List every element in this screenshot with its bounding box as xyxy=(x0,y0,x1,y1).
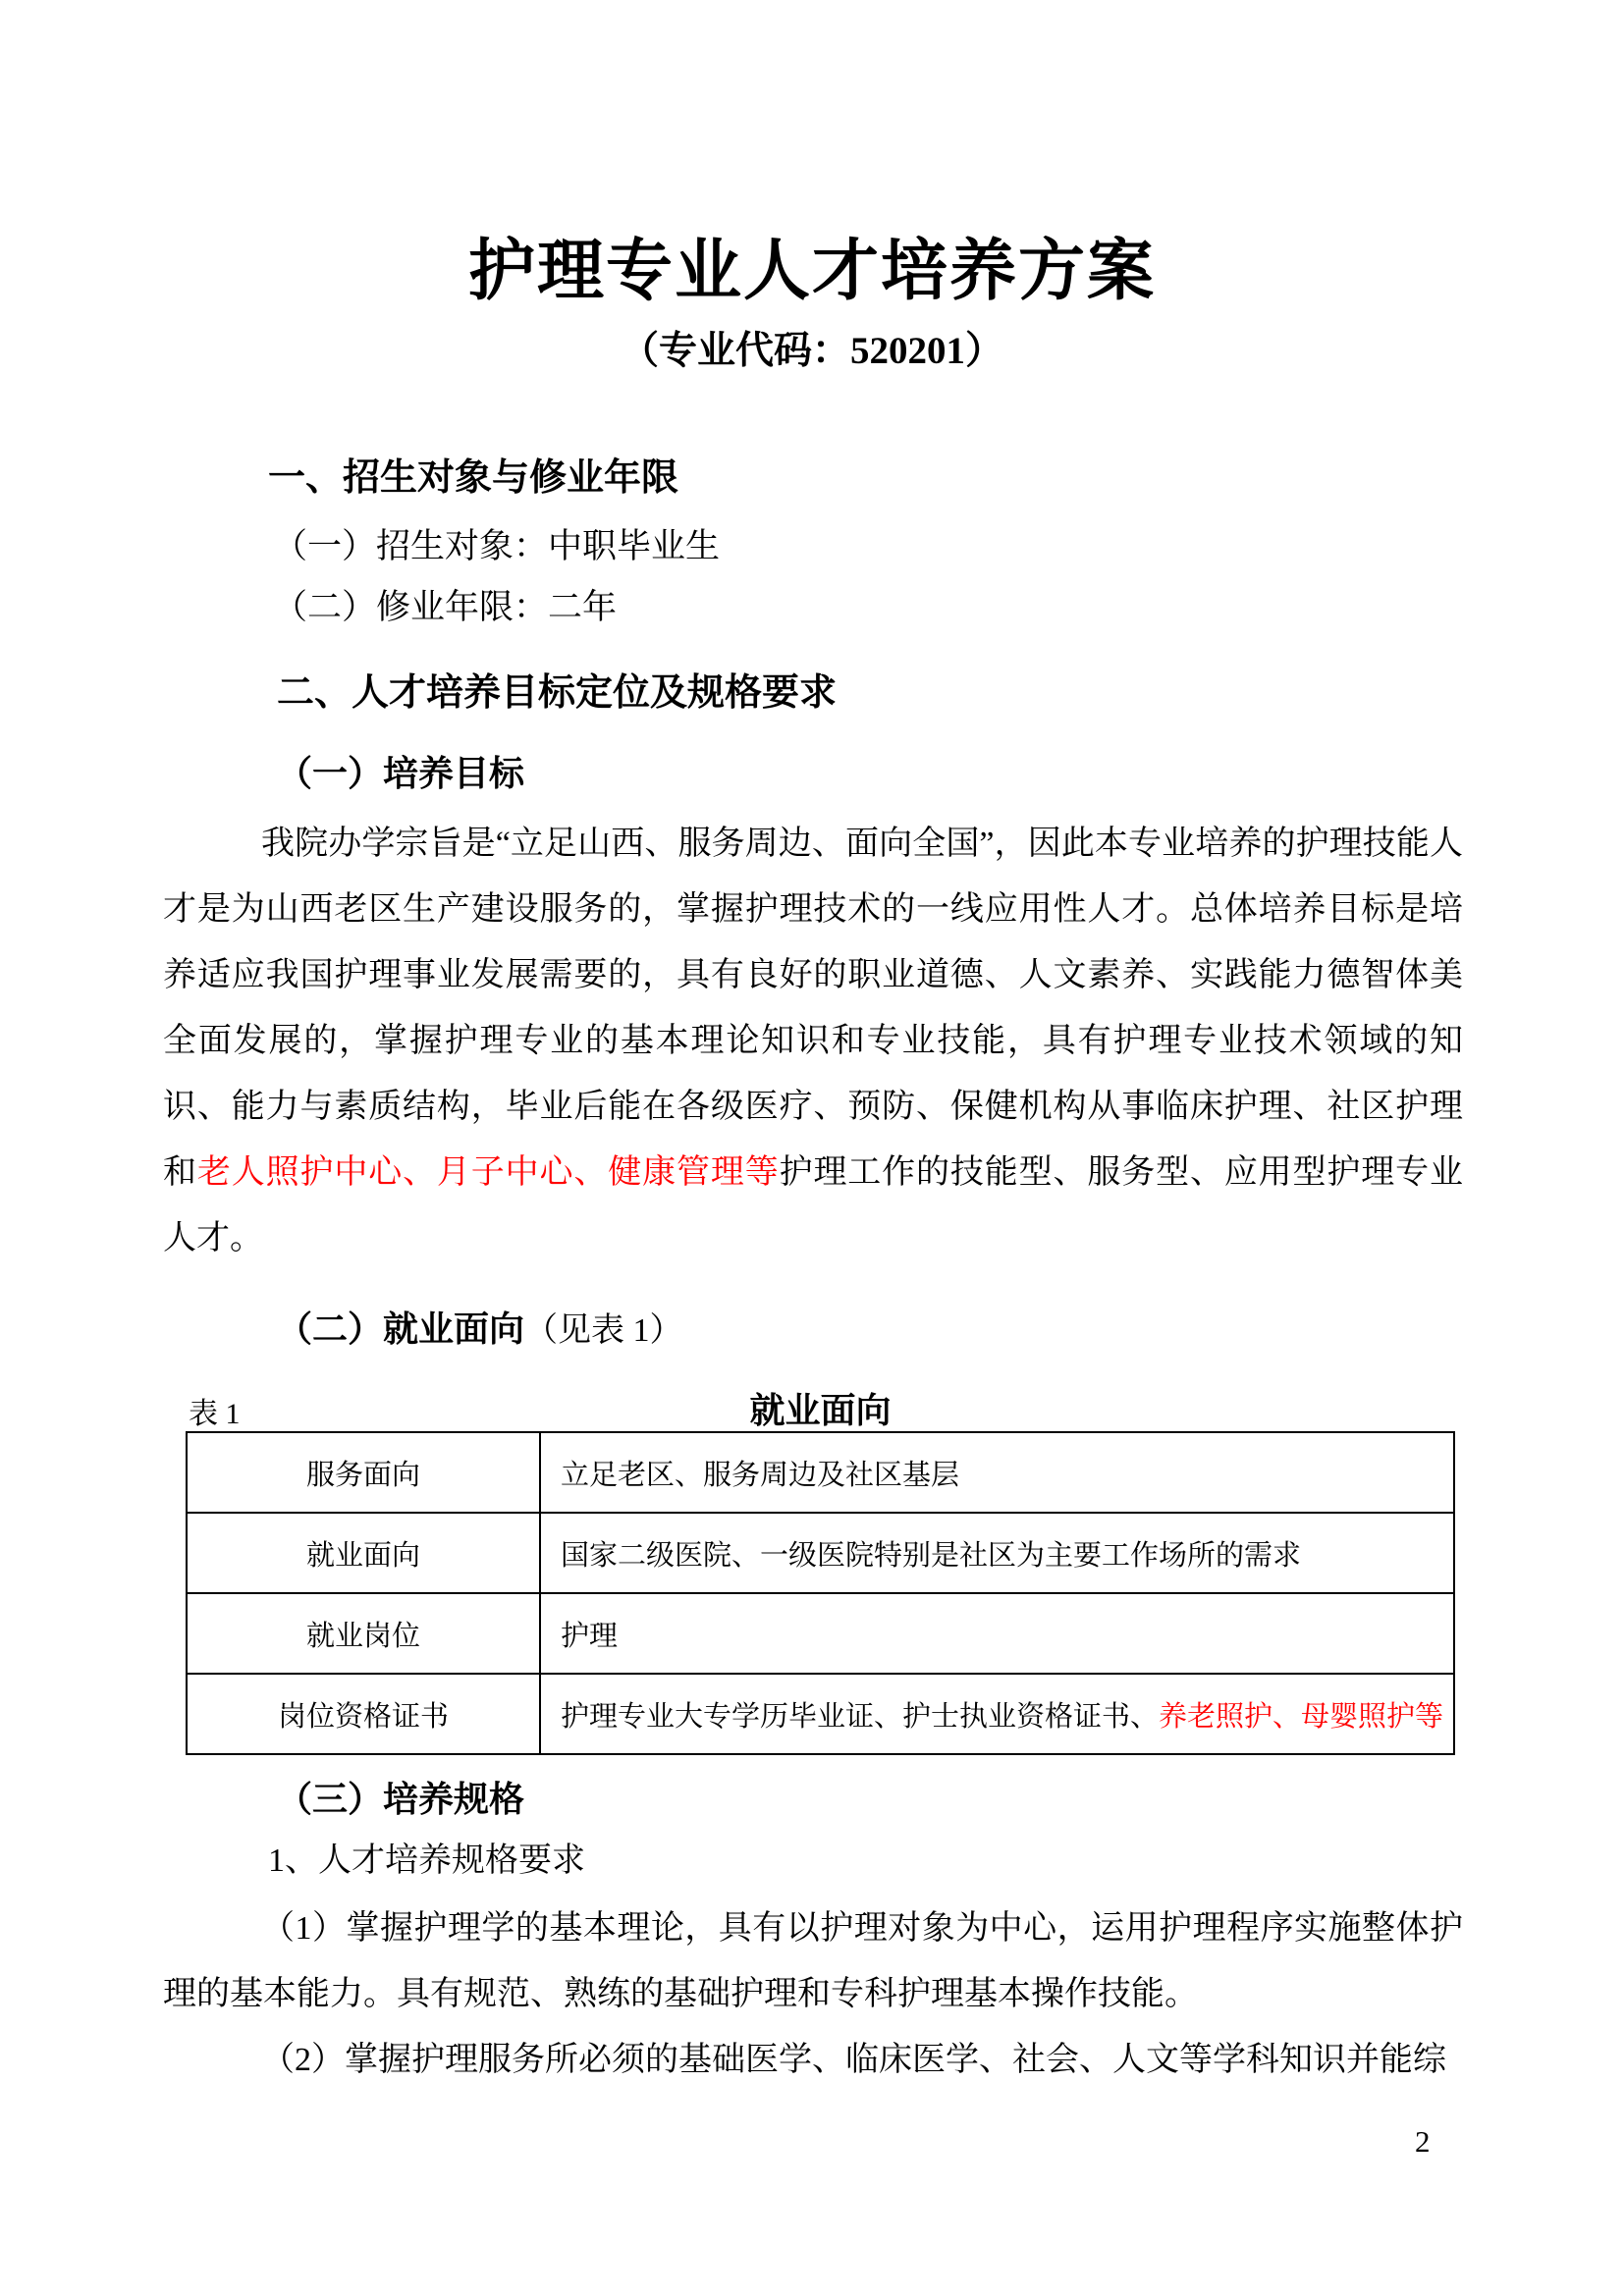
row-content xyxy=(540,1432,1454,1513)
objective-text-highlight: 老人照护中心、月子中心、健康管理等 xyxy=(196,1154,780,1191)
spec-paragraph-2: （2）掌握护理服务所必须的基础医学、临床医学、社会、人文等学科知识并能综 xyxy=(261,2042,1446,2078)
table-title: 就业面向 xyxy=(749,1391,892,1430)
table-label: 表 1 xyxy=(189,1398,241,1430)
row-content-highlight: 养老照护、母婴照护等 xyxy=(1159,1700,1444,1733)
page-number: 2 xyxy=(1415,2124,1431,2159)
section1-heading: 一、招生对象与修业年限 xyxy=(268,457,679,499)
subsection-heading-training-objective: （一）培养目标 xyxy=(277,754,525,793)
section2-heading: 二、人才培养目标定位及规格要求 xyxy=(277,672,838,714)
table-row-certificates xyxy=(187,1674,1454,1754)
row-content-text: 立足老区、服务周边及社区基层 xyxy=(561,1459,960,1491)
employment-table xyxy=(186,1431,1455,1755)
table-row-service-orientation xyxy=(187,1432,1454,1513)
row-header: 就业岗位 xyxy=(187,1593,540,1674)
subsection-heading-training-specs: （三）培养规格 xyxy=(277,1780,525,1819)
row-content-text: 护理 xyxy=(561,1620,619,1652)
row-header: 就业面向 xyxy=(187,1513,540,1593)
row-header: 服务面向 xyxy=(187,1432,540,1513)
specs-item-title: 1、人才培养规格要求 xyxy=(268,1842,585,1879)
row-content xyxy=(540,1513,1454,1593)
employment-heading-text: （二）就业面向 xyxy=(277,1309,525,1349)
subsection-heading-employment xyxy=(277,1305,683,1356)
spec-paragraph-1: （1）掌握护理学的基本理论，具有以护理对象为中心，运用护理程序实施整体护理的基本能力。具有规范、熟练的基础护理和专科护理基本操作技能。 xyxy=(163,1910,1463,2012)
row-content xyxy=(540,1593,1454,1674)
training-objective-paragraph xyxy=(163,811,1463,1271)
section1-item-enrollment-target: （一）招生对象：中职毕业生 xyxy=(273,527,721,565)
objective-text-after: 护理工作的技能型、服务型、应用型护理专业人才。 xyxy=(163,1154,1464,1256)
document-subtitle: （专业代码：520201） xyxy=(620,330,1003,372)
row-header: 岗位资格证书 xyxy=(187,1674,540,1754)
objective-text-before: 我院办学宗旨是“立足山西、服务周边、面向全国”，因此本专业培养的护理技能人才是为山西老区生产建设服务的，掌握护理技术的一线应用性人才。总体培养目标是培养适应我国护理事业发展需要的，具有良好的职业道德、人文素养、实践能力德智体美全面发展的，掌握护理专业的基本理论知识和专业技能，具有护理专业技术领域的知识、能力与素质结构，毕业后能在各级医疗、预防、保健机构从事临床护理、社区护理和 xyxy=(163,826,1463,1191)
document-title: 护理专业人才培养方案 xyxy=(467,234,1156,308)
row-content-text: 国家二级医院、一级医院特别是社区为主要工作场所的需求 xyxy=(561,1539,1302,1572)
row-content xyxy=(540,1674,1454,1754)
table-row-employment-post xyxy=(187,1593,1454,1674)
employment-heading-note: （见表 1） xyxy=(524,1312,683,1349)
table-row-employment-orientation xyxy=(187,1513,1454,1593)
section1-item-study-duration: （二）修业年限：二年 xyxy=(273,588,618,626)
row-content-text: 护理专业大专学历毕业证、护士执业资格证书、 xyxy=(561,1700,1160,1733)
